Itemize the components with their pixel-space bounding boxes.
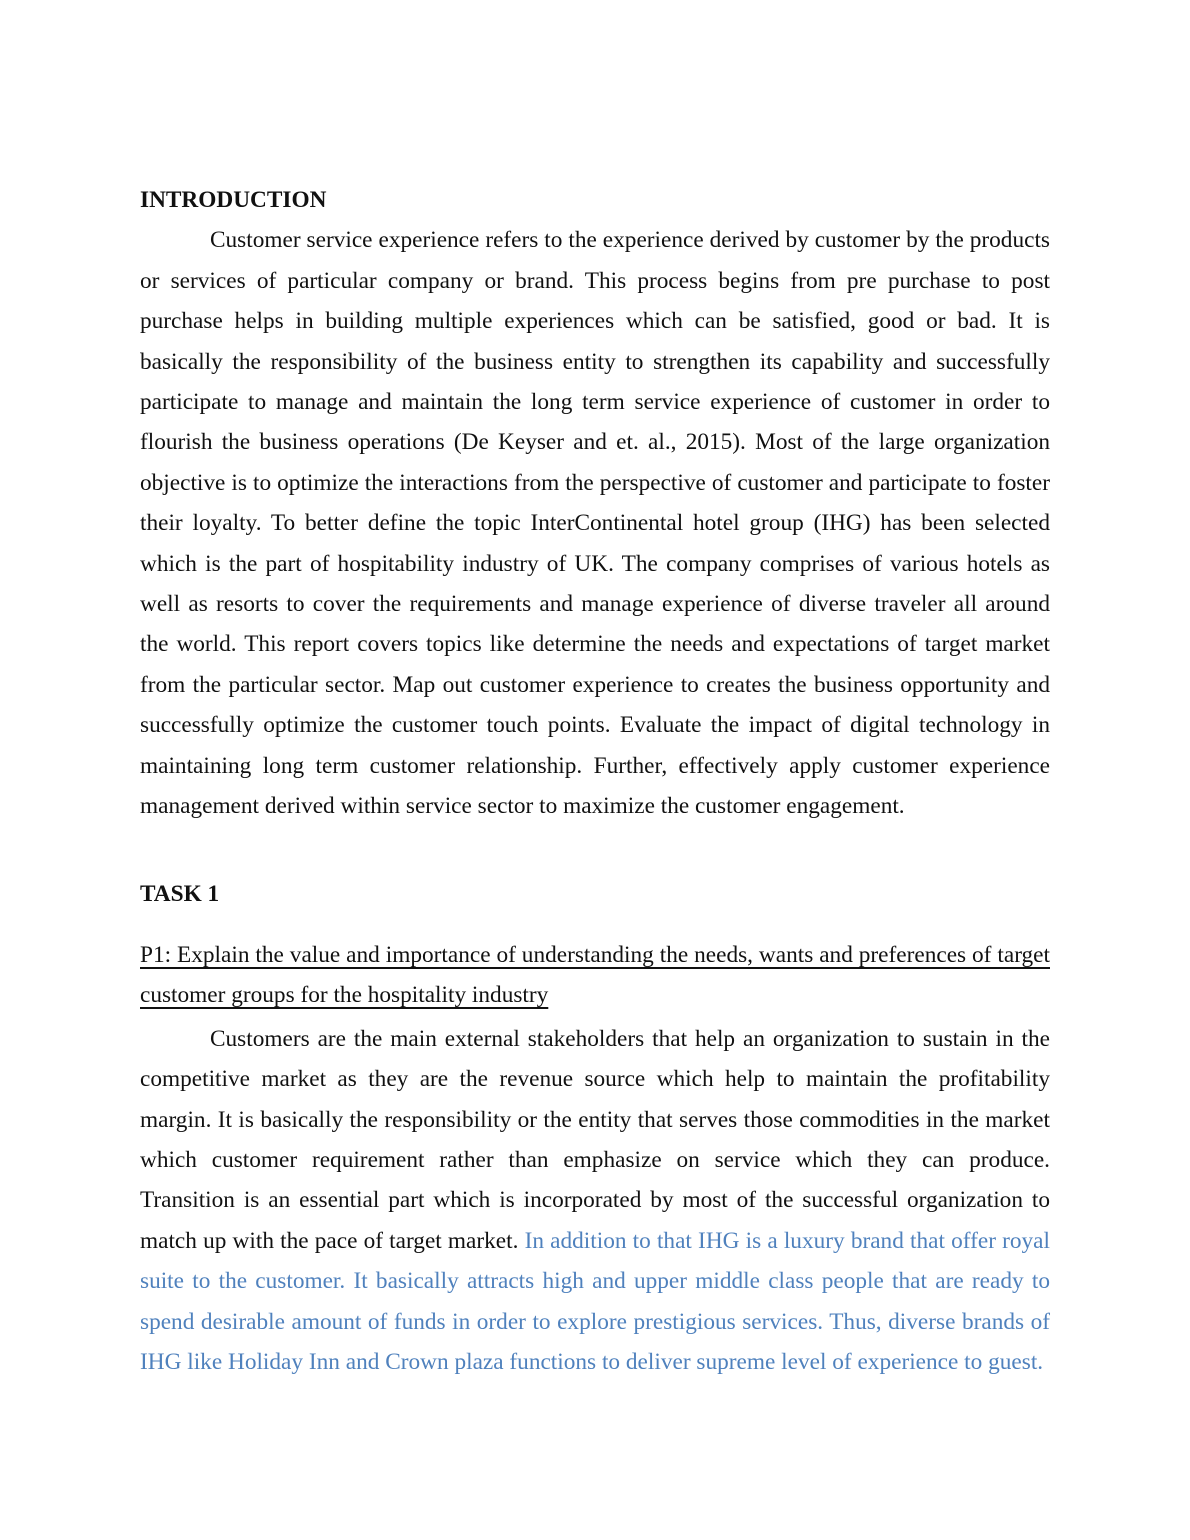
task1-paragraph-black-text: Customers are the main external stakeholders that help an organization to sustain in the competitive market as they are the revenue source which help to maintain the profitability margin. It is basically the responsibility or the entity that serves those commodities in the market which customer requirement rather than emphasize on service which they can produce. Transition is an essential part which is incorporated by most of the successful organization to match up with the pace of target market.: [140, 1025, 1050, 1254]
introduction-heading: INTRODUCTION: [140, 187, 327, 213]
introduction-paragraph: Customer service experience refers to the experience derived by customer by the products or services of particular company or brand. This process begins from pre purchase to post purchase helps in building multiple experiences which can be satisfied, good or bad. It is basically the responsibility of the business entity to strengthen its capability and successfully participate to manage and maintain the long term service experience of customer in order to flourish the business operations (De Keyser and et. al., 2015). Most of the large organization objective is to optimize the interactions from the perspective of customer and participate to foster their loyalty. To better define the topic InterContinental hotel group (IHG) has been selected which is the part of hospitability industry of UK. The company comprises of various hotels as well as resorts to cover the requirements and manage experience of diverse traveler all around the world. This report covers topics like determine the needs and expectations of target market from the particular sector. Map out customer experience to creates the business opportunity and successfully optimize the customer touch points. Evaluate the impact of digital technology in maintaining long term customer relationship. Further, effectively apply customer experience management derived within service sector to maximize the customer engagement.: [140, 227, 1050, 820]
task1-paragraph-blue-text: In addition to that IHG is a luxury brand that offer royal suite to the customer. It basically attracts high and upper middle class people that are ready to spend desirable amount of funds in order to explore prestigious services. Thus, diverse brands of IHG like Holiday Inn and Crown plaza functions to deliver supreme level of experience to guest.: [140, 1227, 1050, 1375]
task1-paragraph: [140, 1019, 1050, 1383]
p1-section-heading: P1: Explain the value and importance of understanding the needs, wants and preferences of target customer groups for the hospitality industry: [140, 941, 1050, 1009]
task1-heading: TASK 1: [140, 880, 220, 907]
